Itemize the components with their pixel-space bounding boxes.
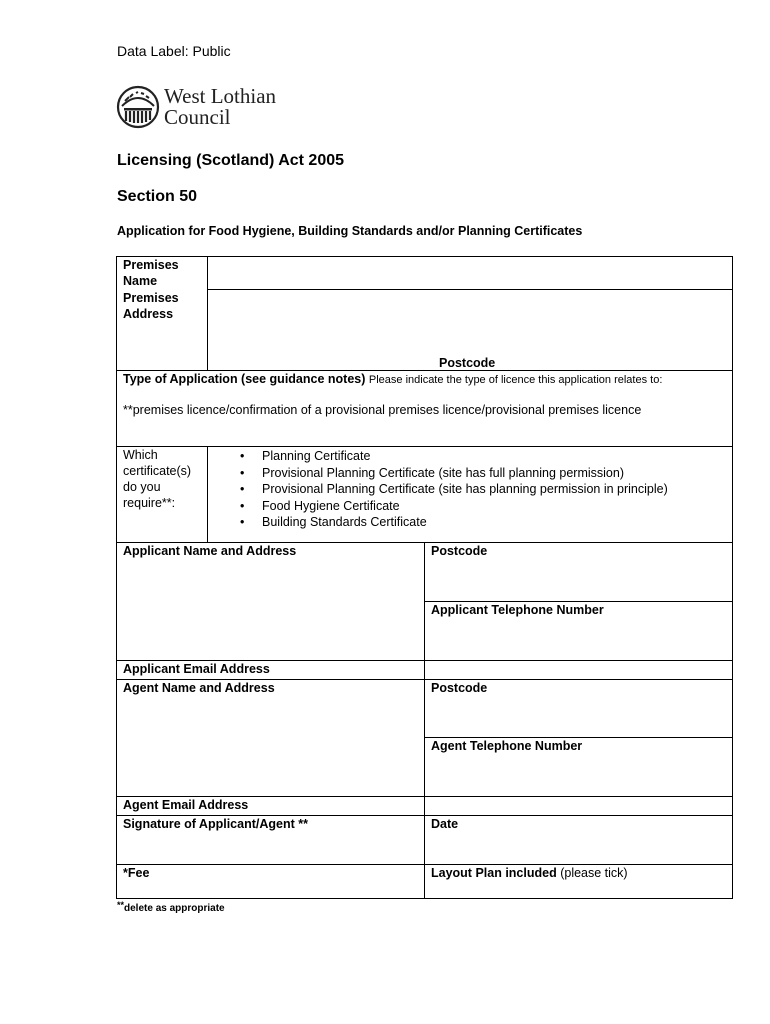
logo-line-2: Council: [164, 105, 231, 129]
council-logo: [116, 84, 316, 132]
data-label: Data Label: Public: [117, 43, 231, 59]
applicant-phone-field[interactable]: [425, 620, 732, 659]
applicant-postcode-label: Postcode: [431, 544, 488, 558]
applicant-phone-label: Applicant Telephone Number: [431, 603, 604, 617]
agent-email-field[interactable]: [425, 797, 732, 814]
act-title: Licensing (Scotland) Act 2005: [117, 152, 345, 169]
applicant-name-label: Applicant Name and Address: [123, 544, 297, 558]
premises-address-label: Premises Address: [123, 291, 179, 321]
certificate-option[interactable]: • Provisional Planning Certificate (site has planning permission in principle): [240, 481, 668, 498]
agent-phone-label: Agent Telephone Number: [431, 739, 583, 753]
certificate-option[interactable]: • Provisional Planning Certificate (site has full planning permission): [240, 465, 668, 482]
footnote-stars: **: [117, 900, 125, 910]
layout-plan-field[interactable]: [425, 883, 732, 898]
signature-label: Signature of Applicant/Agent **: [123, 817, 308, 831]
applicant-email-label: Applicant Email Address: [123, 662, 270, 676]
application-title: Application for Food Hygiene, Building Standards and/or Planning Certificates: [117, 224, 583, 238]
layout-plan-hint: (please tick): [560, 866, 628, 880]
footnote: [117, 900, 225, 914]
agent-phone-field[interactable]: [425, 756, 732, 795]
date-field[interactable]: [425, 834, 732, 863]
type-of-application-title: Type of Application (see guidance notes): [123, 372, 366, 386]
layout-plan-label: [431, 865, 628, 881]
premises-name-label: Premises Name: [123, 258, 179, 288]
premises-postcode-label: Postcode: [439, 356, 496, 370]
premises-address-field[interactable]: [208, 290, 732, 352]
licence-options-text[interactable]: **premises licence/confirmation of a provisional premises licence/provisional premises licence: [123, 403, 642, 417]
certificate-option[interactable]: • Building Standards Certificate: [240, 514, 668, 531]
certificate-option[interactable]: • Planning Certificate: [240, 448, 668, 465]
footnote-text: delete as appropriate: [124, 903, 225, 914]
applicant-email-field[interactable]: [425, 661, 732, 678]
layout-plan-title: Layout Plan included: [431, 866, 557, 880]
date-label: Date: [431, 817, 459, 831]
council-crest-icon: [116, 84, 160, 130]
premises-name-field[interactable]: [208, 257, 732, 288]
agent-postcode-label: Postcode: [431, 681, 488, 695]
applicant-name-address-field[interactable]: [117, 561, 423, 659]
certificate-option[interactable]: • Food Hygiene Certificate: [240, 498, 668, 515]
fee-field[interactable]: [117, 883, 423, 898]
type-of-application-hint: Please indicate the type of licence this application relates to:: [368, 374, 663, 386]
section-title: Section 50: [117, 188, 198, 205]
which-certificate-label: Which certificate(s) do you require**:: [123, 448, 192, 510]
agent-email-label: Agent Email Address: [123, 798, 249, 812]
signature-field[interactable]: [117, 834, 423, 863]
agent-name-address-field[interactable]: [117, 698, 423, 795]
fee-label: *Fee: [123, 866, 150, 880]
applicant-postcode-field[interactable]: [425, 561, 732, 600]
agent-name-label: Agent Name and Address: [123, 681, 275, 695]
type-of-application-label: [123, 371, 662, 388]
logo-line-1: West Lothian: [164, 84, 277, 108]
certificate-list: [240, 448, 668, 531]
agent-postcode-field[interactable]: [425, 698, 732, 736]
